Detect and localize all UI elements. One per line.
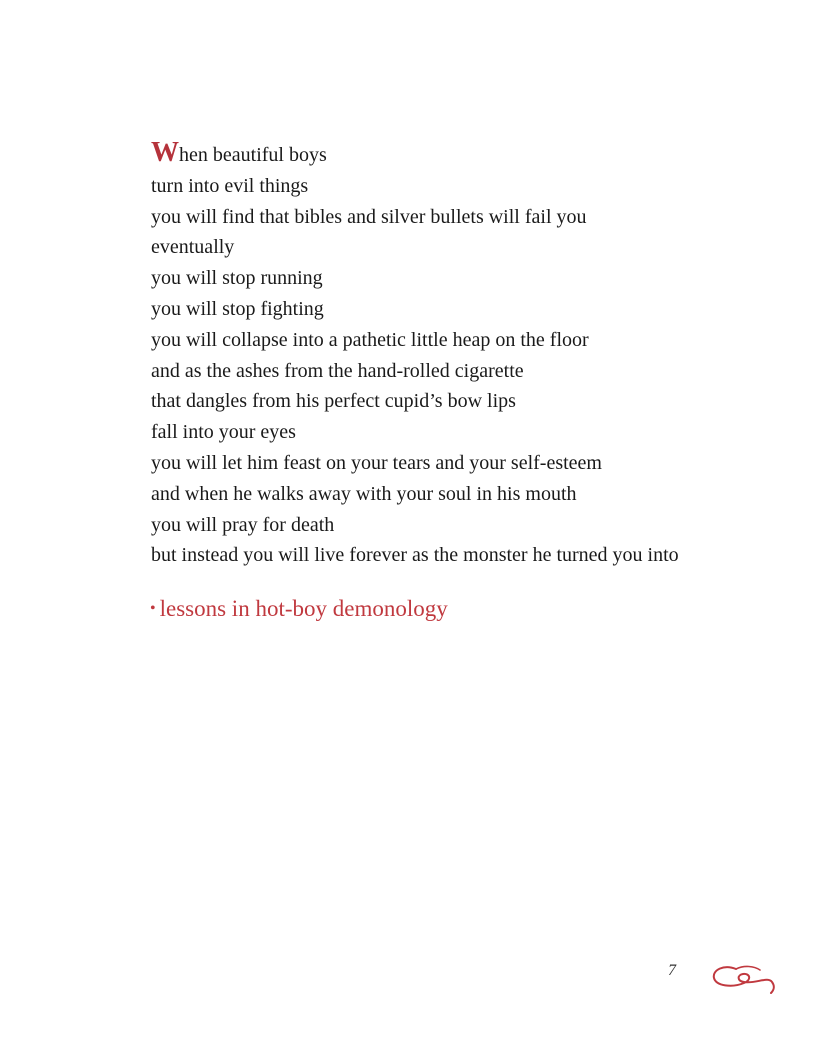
poem-line: you will let him feast on your tears and your self-esteem [151, 451, 602, 474]
swirl-flourish-icon [710, 958, 778, 996]
poem-line: fall into your eyes [151, 421, 296, 444]
poem-line: eventually [151, 236, 235, 259]
poem-line: you will pray for death [151, 513, 335, 536]
poem-line: you will collapse into a pathetic little heap on the floor [151, 328, 589, 351]
poem-line: and as the ashes from the hand-rolled cigarette [151, 359, 524, 382]
poem-title [150, 596, 448, 622]
drop-cap: W [151, 137, 179, 168]
poem-line: you will find that bibles and silver bullets will fail you [151, 205, 587, 228]
poem-body [151, 139, 791, 571]
poem-title-text: lessons in hot-boy demonology [159, 596, 448, 621]
poem-line: you will stop running [151, 267, 323, 290]
poem-line: but instead you will live forever as the monster he turned you into [151, 544, 679, 567]
poem-line-1 [151, 139, 791, 171]
poem-line: and when he walks away with your soul in his mouth [151, 482, 577, 505]
poem-line: turn into evil things [151, 174, 309, 197]
poem-line: that dangles from his perfect cupid’s bow lips [151, 390, 516, 413]
poem-line-1-rest: hen beautiful boys [179, 144, 327, 166]
poem-line: you will stop fighting [151, 297, 324, 320]
title-bullet: • [150, 600, 156, 617]
page-number: 7 [668, 962, 676, 979]
